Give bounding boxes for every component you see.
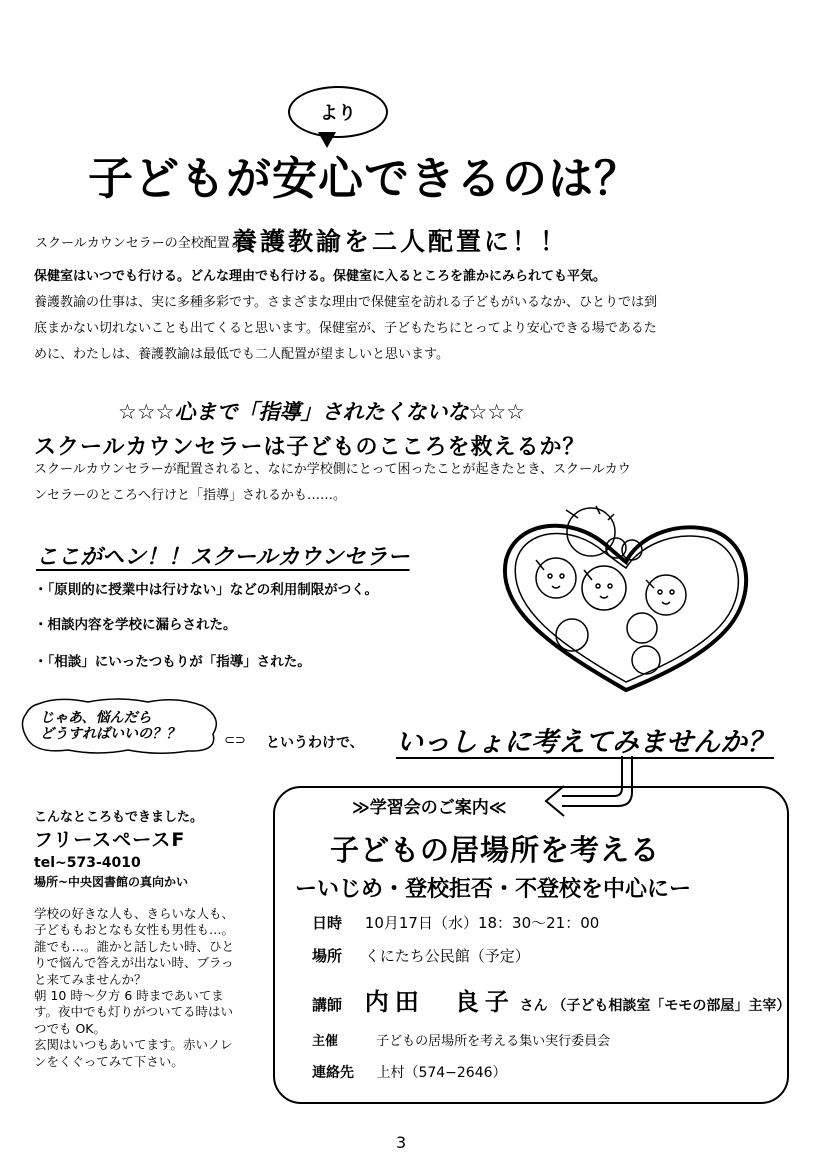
place-row xyxy=(312,945,530,966)
organizer-label: 主催 xyxy=(312,1034,339,1049)
place-value: くにたち公民館（予定） xyxy=(364,947,530,965)
bubble-arrow: ⊂⊃ xyxy=(224,733,246,748)
subtitle-main: 養護教諭を二人配置に！！ xyxy=(232,227,569,256)
contact-row xyxy=(312,1062,507,1082)
free-space-place: 場所~中央図書館の真向かい xyxy=(34,875,189,889)
sc-line-2: ンセラーのところへ行けと「指導」されるかも……。 xyxy=(34,488,347,503)
date-row xyxy=(312,912,599,933)
sc-line-1: スクールカウンセラーが配置されると、なにか学校側にとって困ったことが起きたとき、スクールカウ xyxy=(34,462,631,477)
organizer-row xyxy=(312,1030,610,1049)
call-to-action: いっしょに考えてみませんか？ xyxy=(396,727,774,758)
intro-line-1: 保健室はいつでも行ける。どんな理由でも行ける。保健室に入るところを誰かにみられても平気。 xyxy=(34,269,607,284)
bubble-line-2: どうすればいいの？？ xyxy=(40,726,180,742)
lecturer-affiliation: （子ども相談室「モモの部屋」主宰） xyxy=(552,998,791,1014)
date-label: 日時 xyxy=(312,914,343,932)
page-number: 3 xyxy=(396,1133,407,1152)
free-space-intro: こんなところもできました。 xyxy=(34,810,204,825)
yori-text: より xyxy=(320,103,356,124)
school-counselor-question: スクールカウンセラーは子どものこころを救えるか？ xyxy=(34,435,586,460)
bubble-text xyxy=(40,710,180,742)
lecturer-honorific: さん xyxy=(519,998,548,1014)
koko-ga-hen-heading: ここがヘン！！スクールカウンセラー xyxy=(36,545,410,570)
contact-label: 連絡先 xyxy=(312,1065,354,1081)
organizer-value: 子どもの居場所を考える集い実行委員会 xyxy=(376,1034,611,1049)
lecturer-label: 講師 xyxy=(312,996,343,1014)
free-space-tel: tel~573-4010 xyxy=(34,855,141,871)
intro-line-3: 底まかない切れないことも出てくると思います。保健室が、子どもたちにとってより安心できる場であるた xyxy=(34,321,657,336)
lecturer-name: 内田 良子 xyxy=(364,988,515,1016)
star-heading: ☆☆☆心まで「指導」されたくないな☆☆☆ xyxy=(118,400,525,424)
yori-speech-bubble xyxy=(288,86,388,138)
announcement-title: 子どもの居場所を考える xyxy=(330,833,661,867)
intro-line-4: めに、わたしは、養護教諭は最低でも二人配置が望ましいと思います。 xyxy=(34,347,449,362)
announcement-subtitle: ーいじめ・登校拒否・不登校を中心にー xyxy=(295,877,692,902)
list-item: ・相談内容を学校に漏らされた。 xyxy=(34,617,237,633)
subtitle-prefix: スクールカウンセラーの全校配置より xyxy=(35,236,256,251)
free-space-name: フリースペースF xyxy=(34,829,186,851)
toiuwake-text: というわけで、 xyxy=(266,735,364,751)
heart-children-illustration xyxy=(496,500,756,700)
announcement-header: ≫学習会のご案内≪ xyxy=(352,798,507,818)
list-item: ・「原則的に授業中は行けない」などの利用制限がつく。 xyxy=(34,582,378,598)
free-space-body: 学校の好きな人も、きらいな人も、子どももおとなも女性も男性も…。誰でも…。誰かと話したい時、ひとりで悩んで答えが出ない時、ブラっと来てみませんか？ 朝 10 時～夕方 6 時まであいてます。夜中でも灯りがついてる時はいつでも OK。 玄関はいつもあいてます。赤いノレンをくぐってみて下さい。 xyxy=(34,906,235,1069)
bubble-line-1: じゃあ、悩んだら xyxy=(40,710,152,726)
contact-value: 上村（574−2646） xyxy=(376,1065,507,1081)
list-item: ・「相談」にいったつもりが「指導」された。 xyxy=(34,654,311,670)
date-value: 10月17日（水）18：30～21：00 xyxy=(364,914,600,932)
page-title: 子どもが安心できるのは？ xyxy=(88,152,641,205)
intro-line-2: 養護教諭の仕事は、実に多種多彩です。さまざまな理由で保健室を訪れる子どもがいるなか、ひとりでは到 xyxy=(34,295,657,310)
lecturer-row xyxy=(312,982,790,1017)
intro-paragraph xyxy=(34,264,794,368)
place-label: 場所 xyxy=(312,947,343,965)
